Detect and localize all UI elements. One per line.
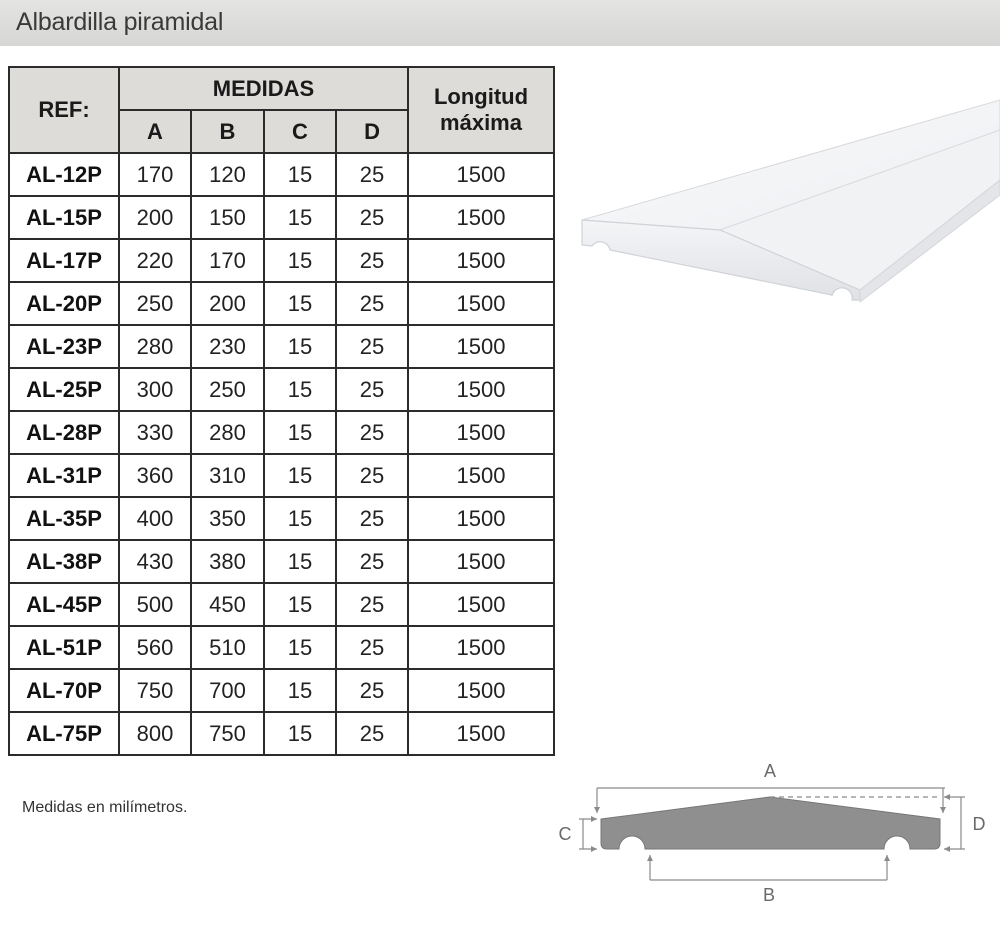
- cell-ref: AL-45P: [9, 583, 119, 626]
- cell-ref: AL-51P: [9, 626, 119, 669]
- dim-d-label: D: [972, 814, 986, 834]
- dim-c-label: C: [558, 824, 572, 844]
- dim-d-arrow-bottom: [944, 846, 950, 852]
- coping-3d-render: [570, 90, 1000, 310]
- dim-c-arrow-bottom: [591, 846, 597, 852]
- cell-b: 750: [191, 712, 264, 755]
- cell-c: 15: [264, 153, 336, 196]
- cell-a: 430: [119, 540, 191, 583]
- dim-b-left-arrow: [647, 855, 653, 861]
- cell-d: 25: [336, 712, 408, 755]
- cell-a: 330: [119, 411, 191, 454]
- dim-b-right-arrow: [884, 855, 890, 861]
- longitud-header-line1: Longitud: [433, 84, 529, 109]
- table-row: [9, 454, 554, 497]
- cell-longitud: 1500: [408, 583, 554, 626]
- cell-a: 300: [119, 368, 191, 411]
- cell-d: 25: [336, 368, 408, 411]
- cell-d: 25: [336, 282, 408, 325]
- cell-c: 15: [264, 282, 336, 325]
- cell-b: 450: [191, 583, 264, 626]
- cell-b: 310: [191, 454, 264, 497]
- medidas-header: MEDIDAS: [119, 67, 408, 110]
- cell-c: 15: [264, 368, 336, 411]
- cell-a: 750: [119, 669, 191, 712]
- cell-c: 15: [264, 583, 336, 626]
- cell-a: 400: [119, 497, 191, 540]
- dim-a-label: A: [763, 761, 777, 781]
- col-d-header: D: [336, 110, 408, 153]
- cell-ref: AL-70P: [9, 669, 119, 712]
- table-row: [9, 583, 554, 626]
- cell-a: 560: [119, 626, 191, 669]
- table-row: [9, 712, 554, 755]
- longitud-header: [408, 67, 554, 153]
- cell-c: 15: [264, 669, 336, 712]
- cell-b: 250: [191, 368, 264, 411]
- cross-section-diagram: [545, 755, 995, 915]
- cell-b: 380: [191, 540, 264, 583]
- cell-a: 220: [119, 239, 191, 282]
- cell-c: 15: [264, 626, 336, 669]
- cell-b: 280: [191, 411, 264, 454]
- cell-longitud: 1500: [408, 454, 554, 497]
- cell-d: 25: [336, 153, 408, 196]
- cell-c: 15: [264, 712, 336, 755]
- page-title: Albardilla piramidal: [16, 8, 224, 36]
- cell-c: 15: [264, 411, 336, 454]
- cell-d: 25: [336, 454, 408, 497]
- cell-longitud: 1500: [408, 153, 554, 196]
- cell-d: 25: [336, 411, 408, 454]
- cell-a: 800: [119, 712, 191, 755]
- cell-ref: AL-25P: [9, 368, 119, 411]
- table-row: [9, 153, 554, 196]
- cell-ref: AL-75P: [9, 712, 119, 755]
- cell-longitud: 1500: [408, 669, 554, 712]
- cell-d: 25: [336, 540, 408, 583]
- cell-d: 25: [336, 583, 408, 626]
- table-row: [9, 196, 554, 239]
- table-row: [9, 368, 554, 411]
- cell-longitud: 1500: [408, 239, 554, 282]
- cell-d: 25: [336, 626, 408, 669]
- cell-ref: AL-38P: [9, 540, 119, 583]
- cell-ref: AL-28P: [9, 411, 119, 454]
- title-bar: [0, 0, 1000, 46]
- cell-ref: AL-15P: [9, 196, 119, 239]
- cell-ref: AL-31P: [9, 454, 119, 497]
- cell-c: 15: [264, 540, 336, 583]
- cell-longitud: 1500: [408, 196, 554, 239]
- cell-ref: AL-35P: [9, 497, 119, 540]
- table-row: [9, 497, 554, 540]
- cell-c: 15: [264, 497, 336, 540]
- cell-a: 170: [119, 153, 191, 196]
- cell-b: 150: [191, 196, 264, 239]
- table-row: [9, 239, 554, 282]
- cell-d: 25: [336, 239, 408, 282]
- cell-d: 25: [336, 325, 408, 368]
- cell-ref: AL-23P: [9, 325, 119, 368]
- cell-longitud: 1500: [408, 368, 554, 411]
- cell-c: 15: [264, 325, 336, 368]
- col-b-header: B: [191, 110, 264, 153]
- table-row: [9, 282, 554, 325]
- dim-d-arrow-top: [944, 794, 950, 800]
- cell-longitud: 1500: [408, 626, 554, 669]
- cell-ref: AL-20P: [9, 282, 119, 325]
- ref-header: REF:: [9, 67, 119, 153]
- col-c-header: C: [264, 110, 336, 153]
- coping-profile: [601, 797, 940, 849]
- cell-c: 15: [264, 196, 336, 239]
- cell-b: 700: [191, 669, 264, 712]
- cell-longitud: 1500: [408, 712, 554, 755]
- cell-b: 230: [191, 325, 264, 368]
- col-a-header: A: [119, 110, 191, 153]
- cell-a: 200: [119, 196, 191, 239]
- cell-d: 25: [336, 196, 408, 239]
- cell-longitud: 1500: [408, 540, 554, 583]
- cell-a: 250: [119, 282, 191, 325]
- cell-c: 15: [264, 239, 336, 282]
- cell-b: 350: [191, 497, 264, 540]
- table-row: [9, 540, 554, 583]
- cell-b: 120: [191, 153, 264, 196]
- table-row: [9, 626, 554, 669]
- cell-d: 25: [336, 497, 408, 540]
- cell-a: 280: [119, 325, 191, 368]
- table-row: [9, 325, 554, 368]
- table-row: [9, 411, 554, 454]
- cell-d: 25: [336, 669, 408, 712]
- footnote: Medidas en milímetros.: [22, 799, 188, 816]
- cell-longitud: 1500: [408, 411, 554, 454]
- longitud-header-line2: máxima: [440, 110, 522, 135]
- cell-longitud: 1500: [408, 325, 554, 368]
- cell-b: 200: [191, 282, 264, 325]
- dim-b-label: B: [762, 885, 776, 905]
- cell-a: 360: [119, 454, 191, 497]
- cell-a: 500: [119, 583, 191, 626]
- cell-longitud: 1500: [408, 282, 554, 325]
- dim-c-arrow-top: [591, 816, 597, 822]
- dim-a-left-arrow: [594, 807, 600, 813]
- cell-ref: AL-17P: [9, 239, 119, 282]
- spec-table: [8, 66, 555, 756]
- table-body: [9, 153, 554, 755]
- cell-b: 510: [191, 626, 264, 669]
- dim-a-right-arrow: [940, 807, 946, 813]
- cell-b: 170: [191, 239, 264, 282]
- cell-ref: AL-12P: [9, 153, 119, 196]
- table-row: [9, 669, 554, 712]
- cell-longitud: 1500: [408, 497, 554, 540]
- cell-c: 15: [264, 454, 336, 497]
